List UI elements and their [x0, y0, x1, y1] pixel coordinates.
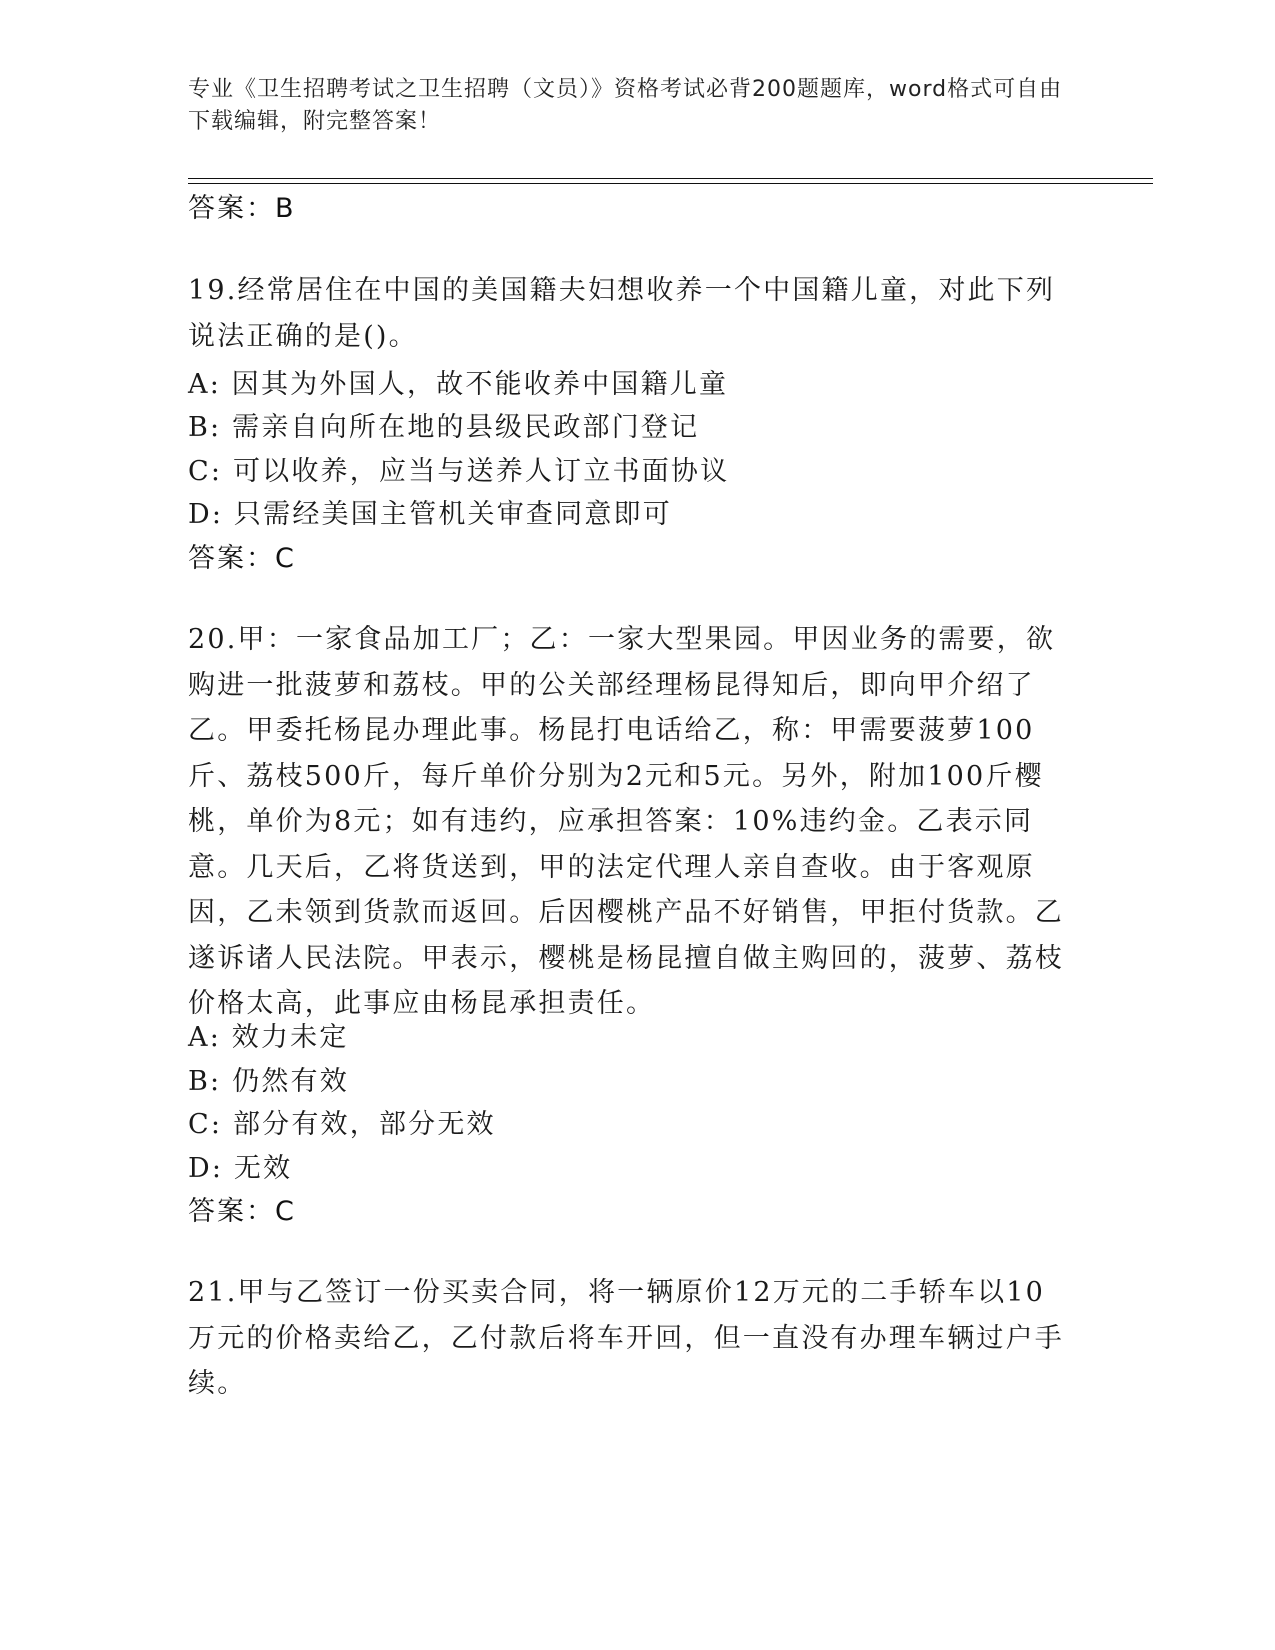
question-19-option-b: B: 需亲自向所在地的县级民政部门登记	[188, 412, 700, 443]
question-20-option-b: B: 仍然有效	[188, 1066, 349, 1097]
question-20-option-a: A: 效力未定	[188, 1022, 349, 1053]
question-19-option-d: D: 只需经美国主管机关审查同意即可	[188, 499, 672, 530]
header-divider-top	[188, 178, 1153, 179]
question-20-option-c: C: 部分有效，部分无效	[188, 1109, 496, 1140]
question-20-text: 20.甲：一家食品加工厂；乙：一家大型果园。甲因业务的需要，欲购进一批菠萝和荔枝。甲的公关部经理杨昆得知后，即向甲介绍了乙。甲委托杨昆办理此事。杨昆打电话给乙，称：甲需要菠萝100斤、荔枝500斤，每斤单价分别为2元和5元。另外，附加100斤樱桃，单价为8元；如有违约，应承担答案：10%违约金。乙表示同意。几天后，乙将货送到，甲的法定代理人亲自查收。由于客观原因，乙未领到货款而返回。后因樱桃产品不好销售，甲拒付货款。乙遂诉诸人民法院。甲表示，樱桃是杨昆擅自做主购回的，菠萝、荔枝价格太高，此事应由杨昆承担责任。	[188, 624, 1064, 1019]
question-21-text: 21.甲与乙签订一份买卖合同，将一辆原价12万元的二手轿车以10万元的价格卖给乙，乙付款后将车开回，但一直没有办理车辆过户手续。	[188, 1277, 1064, 1399]
answer-label: 答案：B	[188, 193, 296, 224]
question-20-answer: 答案：C	[188, 1196, 296, 1227]
question-19-option-c: C: 可以收养，应当与送养人订立书面协议	[188, 456, 730, 487]
question-20-option-d: D: 无效	[188, 1153, 293, 1184]
question-19-text: 19.经常居住在中国的美国籍夫妇想收养一个中国籍儿童，对此下列说法正确的是()。	[188, 275, 1056, 352]
question-19-option-a: A: 因其为外国人，故不能收养中国籍儿童	[188, 369, 729, 400]
question-19-answer: 答案：C	[188, 543, 296, 574]
document-header: 专业《卫生招聘考试之卫生招聘（文员）》资格考试必背200题题库，word格式可自由下载编辑，附完整答案！	[188, 77, 1063, 134]
header-divider-bottom	[188, 183, 1153, 184]
